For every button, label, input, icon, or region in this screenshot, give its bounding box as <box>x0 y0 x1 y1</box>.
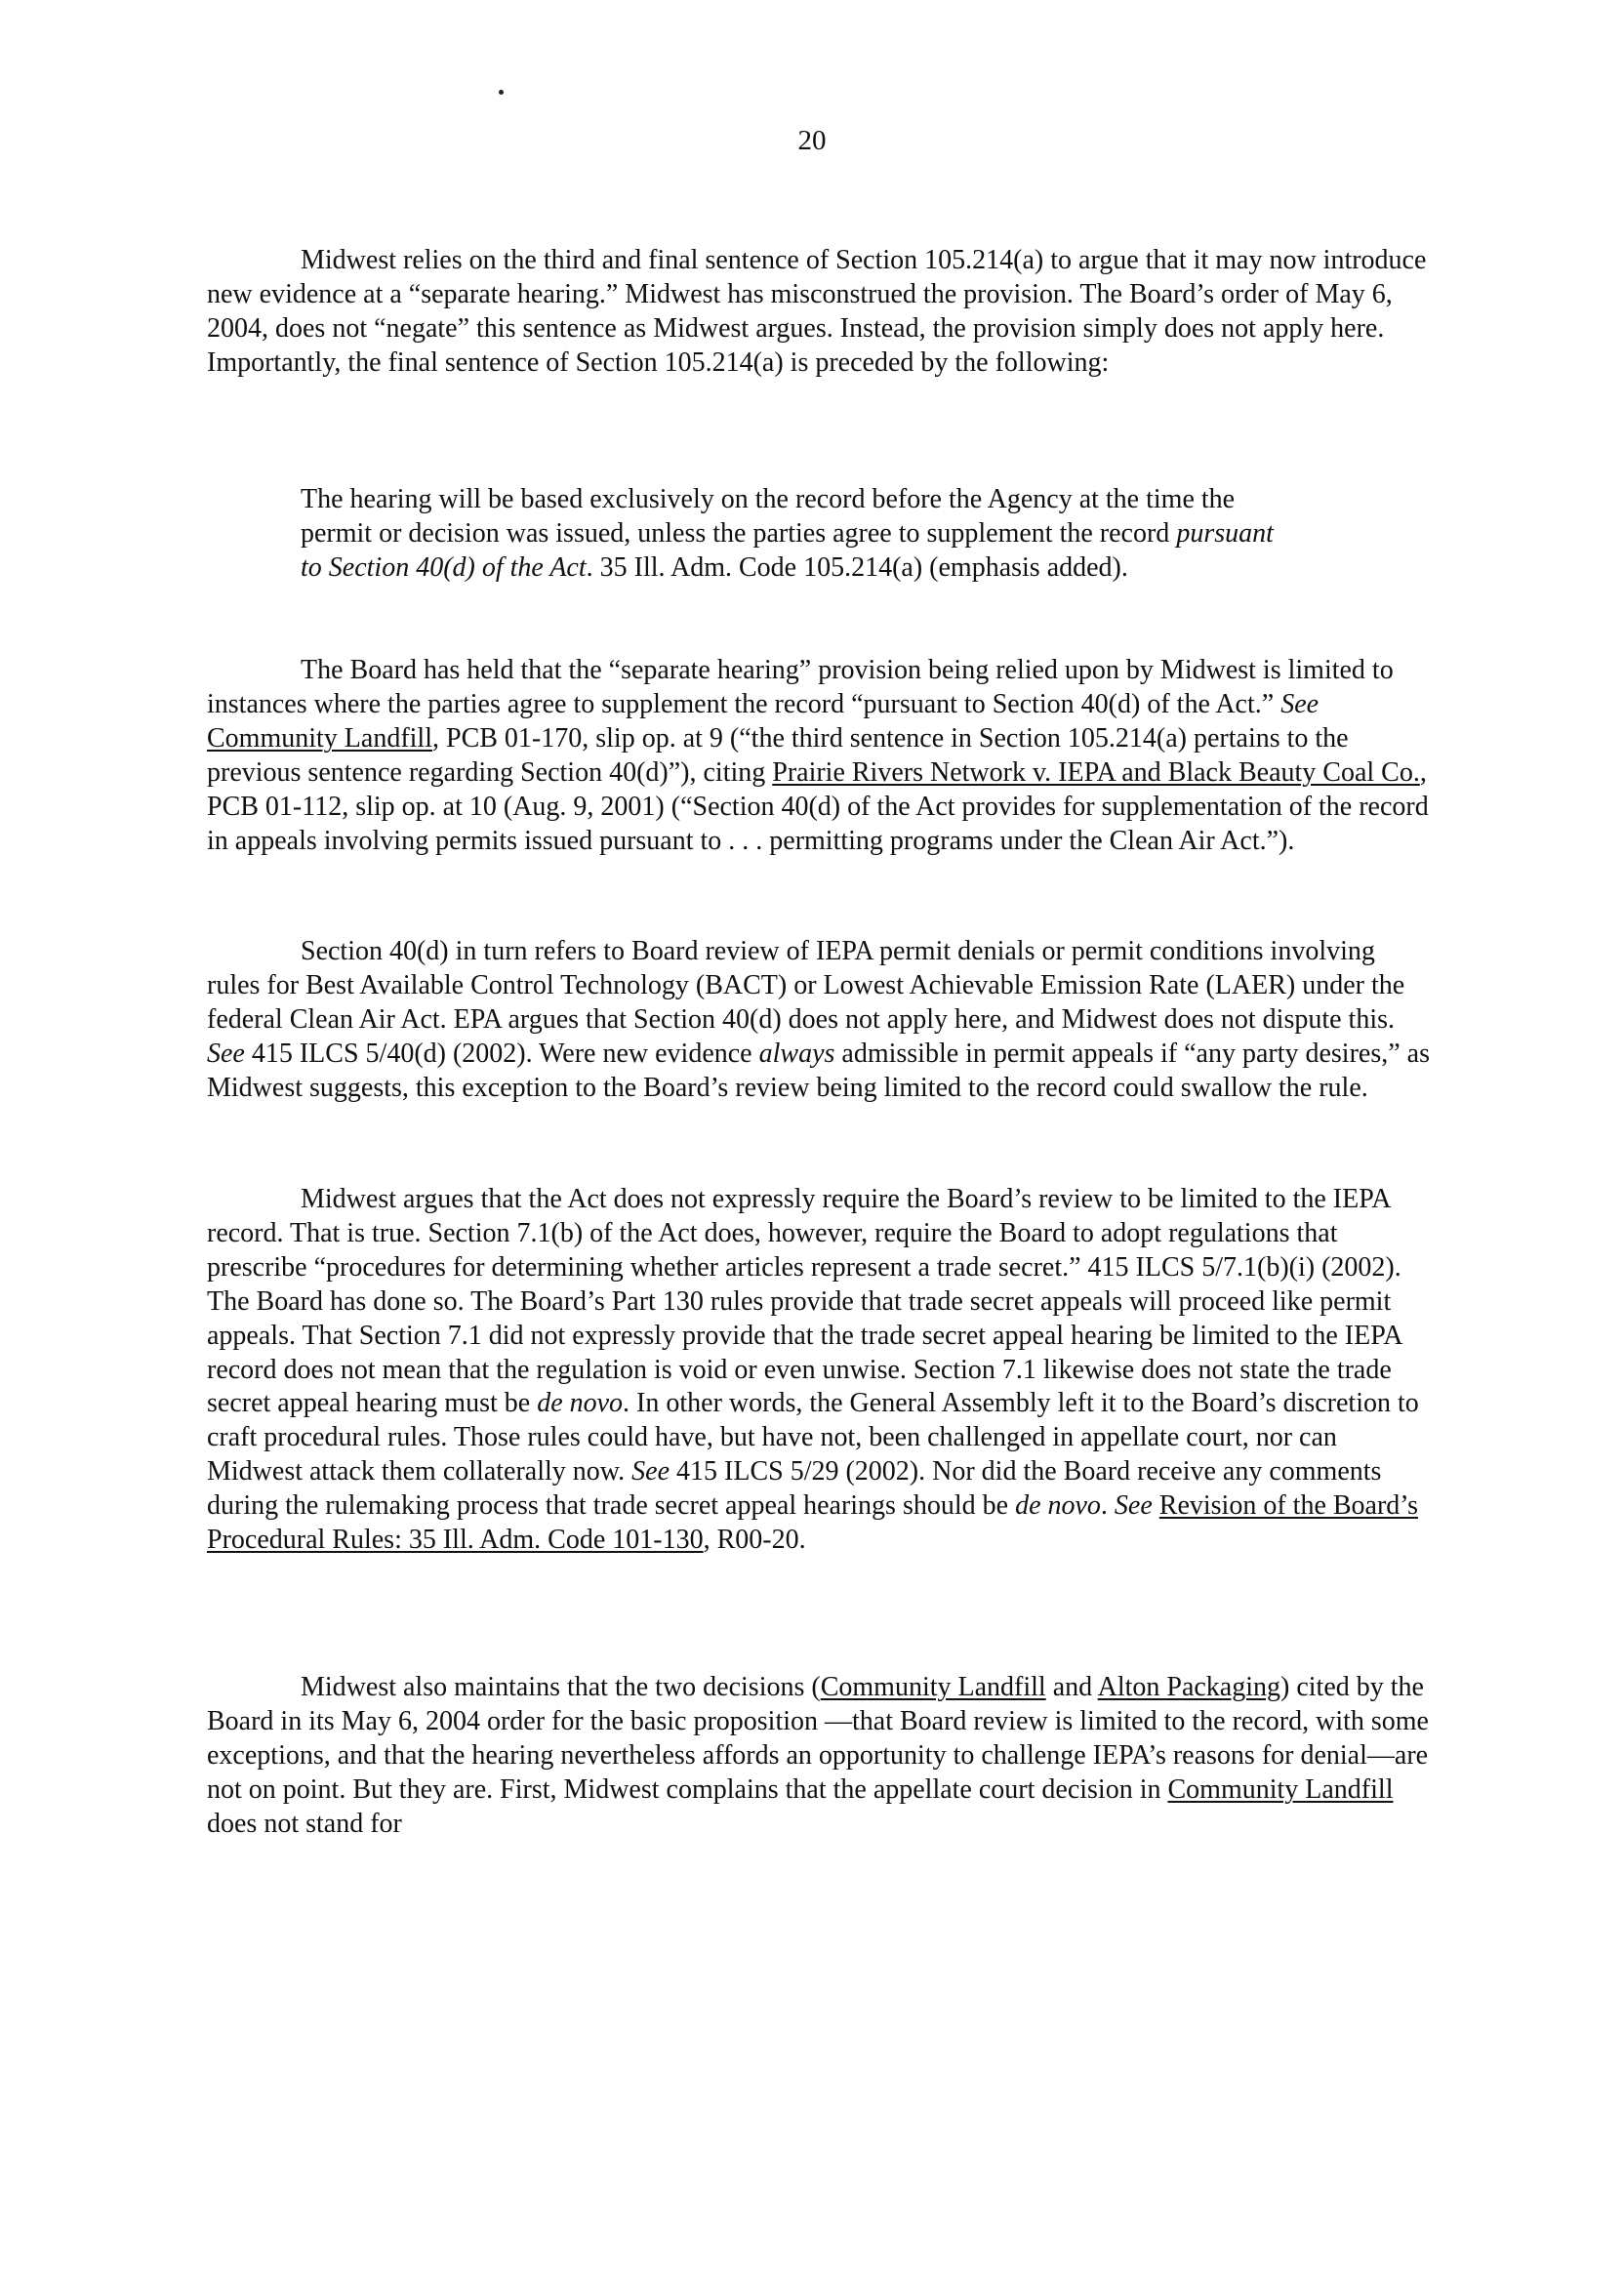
case-citation-procedural-rules: Revision of the Board’s Procedural Rules: 35 Ill. Adm. Code 101-130 <box>207 1490 1418 1556</box>
case-citation-community-landfill-2: Community Landfill <box>820 1672 1046 1702</box>
case-citation-community-landfill-3: Community Landfill <box>1167 1773 1394 1805</box>
quote-emphasis: pursuant to Section 40(d) of the Act <box>301 517 1274 583</box>
case-citation-alton-packaging: Alton Packaging <box>1097 1672 1281 1702</box>
scan-speck <box>499 90 504 95</box>
paragraph-two-decisions: Midwest also maintains that the two decisions (Community Landfill and Alton Packaging) cited by the Board in its May 6, 2004 order for the basic proposition —that Board review is limited to the record, with some exceptions, and that the hearing nevertheless affords an opportunity to challenge IEPA’s reasons for denial—are not on point. But they are. First, Midwest complains that the appellate court decision in Community Landfill does not stand for <box>207 1672 1429 1839</box>
paragraph-section-40d: Section 40(d) in turn refers to Board review of IEPA permit denials or permit conditions involving rules for Best Available Control Technology (BACT) or Lowest Achievable Emission Rate (LAER) under the federal Clean Air Act. EPA argues that Section 40(d) does not apply here, and Midwest does not dispute this. See 415 ILCS 5/40(d) (2002). Were new evidence always admissible in permit appeals if “any party desires,” as Midwest suggests, this exception to the Board’s review being limited to the record could swallow the rule. <box>207 936 1430 1103</box>
paragraph-board-has-held: The Board has held that the “separate hearing” provision being relied upon by Midwest is limited to instances where the parties agree to supplement the record “pursuant to Section 40(d) of the Act.” See Community Landfill, PCB 01-170, slip op. at 9 (“the third sentence in Section 105.214(a) pertains to the previous sentence regarding Section 40(d)”), citing Prairie Rivers Network v. IEPA and Black Beauty Coal Co., PCB 01-112, slip op. at 10 (Aug. 9, 2001) (“Section 40(d) of the Act provides for supplementation of the record in appeals involving permits issued pursuant to . . . permitting programs under the Clean Air Act.”). <box>207 655 1429 856</box>
paragraph-separate-hearing: Midwest relies on the third and final sentence of Section 105.214(a) to argue that it may now introduce new evidence at a “separate hearing.” Midwest has misconstrued the provision. The Board’s order of May 6, 2004, does not “negate” this sentence as Midwest argues. Instead, the provision simply does not apply here. Importantly, the final sentence of Section 105.214(a) is preceded by the following: <box>207 245 1427 378</box>
case-citation-prairie-rivers: Prairie Rivers Network v. IEPA and Black Beauty Coal Co. <box>772 756 1420 788</box>
block-quote-section-105-214: The hearing will be based exclusively on the record before the Agency at the time the permit or decision was issued, unless the parties agree to supplement the record pursuant to Section 40(d) of the Act. 35 Ill. Adm. Code 105.214(a) (emphasis added). <box>301 484 1274 583</box>
paragraph-act-review: Midwest argues that the Act does not expressly require the Board’s review to be limited to the IEPA record. That is true. Section 7.1(b) of the Act does, however, require the Board to adopt regulations that prescribe “procedures for determining whether articles represent a trade secret.” 415 ILCS 5/7.1(b)(i) (2002). The Board has done so. The Board’s Part 130 rules provide that trade secret appeals will proceed like permit appeals. That Section 7.1 did not expressly provide that the trade secret appeal hearing be limited to the IEPA record does not mean that the regulation is void or even unwise. Section 7.1 likewise does not state the trade secret appeal hearing must be de novo. In other words, the General Assembly left it to the Board’s discretion to craft procedural rules. Those rules could have, but have not, been challenged in appellate court, nor can Midwest attack them collaterally now. See 415 ILCS 5/29 (2002). Nor did the Board receive any comments during the rulemaking process that trade secret appeal hearings should be de novo. See Revision of the Board’s Procedural Rules: 35 Ill. Adm. Code 101-130, R00-20. <box>207 1184 1419 1556</box>
case-citation-community-landfill: Community Landfill <box>207 722 432 754</box>
page-number: 20 <box>797 125 827 156</box>
